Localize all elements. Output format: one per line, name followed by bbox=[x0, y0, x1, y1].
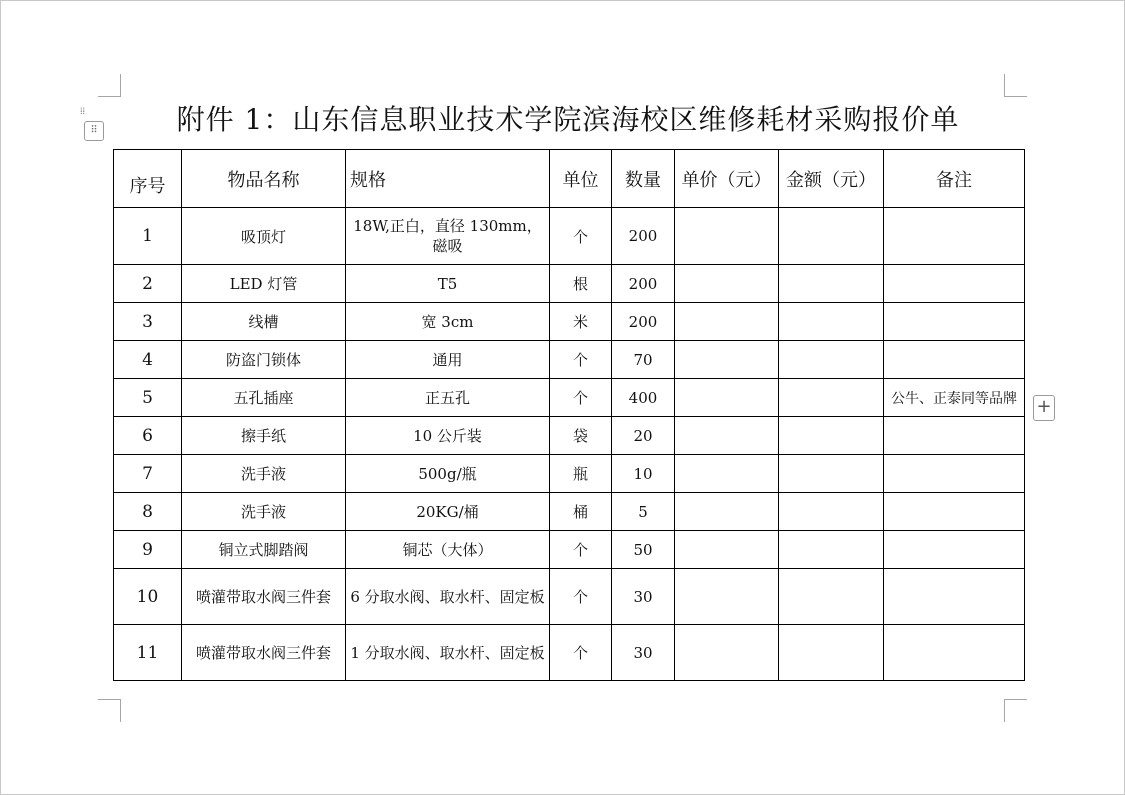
cell-seq[interactable]: 10 bbox=[114, 569, 182, 625]
header-seq[interactable]: 序号 bbox=[114, 150, 182, 208]
cell-price[interactable] bbox=[675, 303, 779, 341]
cell-amount[interactable] bbox=[779, 455, 884, 493]
add-row-button[interactable]: + bbox=[1033, 395, 1055, 421]
cell-qty[interactable]: 200 bbox=[612, 303, 675, 341]
table-row bbox=[114, 265, 1025, 303]
table-row bbox=[114, 455, 1025, 493]
cell-seq[interactable]: 6 bbox=[114, 417, 182, 455]
cell-qty[interactable]: 10 bbox=[612, 455, 675, 493]
cell-spec[interactable]: 通用 bbox=[346, 341, 550, 379]
cell-amount[interactable] bbox=[779, 303, 884, 341]
cell-unit[interactable]: 个 bbox=[550, 341, 612, 379]
cell-unit[interactable]: 根 bbox=[550, 265, 612, 303]
cell-name[interactable]: 洗手液 bbox=[182, 493, 346, 531]
cell-amount[interactable] bbox=[779, 531, 884, 569]
note-brand-text: 公牛、正泰同等品牌 bbox=[891, 390, 1017, 407]
cell-price[interactable] bbox=[675, 455, 779, 493]
cell-price[interactable] bbox=[675, 417, 779, 455]
cell-note[interactable] bbox=[884, 625, 1025, 681]
cell-name[interactable]: 喷灌带取水阀三件套 bbox=[182, 625, 346, 681]
cell-spec[interactable]: 18W,正白，直径 130mm，磁吸 bbox=[346, 208, 550, 265]
cell-spec[interactable]: 20KG/桶 bbox=[346, 493, 550, 531]
paragraph-drag-handle-icon[interactable]: ⁞⁞ bbox=[80, 107, 86, 117]
header-qty[interactable]: 数量 bbox=[612, 150, 675, 208]
cell-seq[interactable]: 8 bbox=[114, 493, 182, 531]
table-move-handle-icon[interactable]: ⠿ bbox=[84, 121, 104, 141]
cell-qty[interactable]: 5 bbox=[612, 493, 675, 531]
cell-note[interactable] bbox=[884, 265, 1025, 303]
cell-qty[interactable]: 200 bbox=[612, 208, 675, 265]
cell-seq[interactable]: 9 bbox=[114, 531, 182, 569]
cell-name[interactable]: 吸顶灯 bbox=[182, 208, 346, 265]
margin-corner-top-left bbox=[98, 74, 121, 97]
margin-corner-bottom-left bbox=[98, 699, 121, 722]
cell-amount[interactable] bbox=[779, 417, 884, 455]
cell-spec[interactable]: 正五孔 bbox=[346, 379, 550, 417]
cell-spec[interactable]: 铜芯（大体） bbox=[346, 531, 550, 569]
cell-unit[interactable]: 袋 bbox=[550, 417, 612, 455]
cell-price[interactable] bbox=[675, 625, 779, 681]
cell-amount[interactable] bbox=[779, 341, 884, 379]
cell-unit[interactable]: 个 bbox=[550, 531, 612, 569]
cell-qty[interactable]: 200 bbox=[612, 265, 675, 303]
cell-price[interactable] bbox=[675, 569, 779, 625]
cell-spec[interactable]: 500g/瓶 bbox=[346, 455, 550, 493]
cell-amount[interactable] bbox=[779, 569, 884, 625]
quote-table bbox=[113, 149, 1025, 681]
cell-seq[interactable]: 7 bbox=[114, 455, 182, 493]
header-unit[interactable]: 单位 bbox=[550, 150, 612, 208]
cell-unit[interactable]: 个 bbox=[550, 208, 612, 265]
cell-qty[interactable]: 400 bbox=[612, 379, 675, 417]
header-note[interactable]: 备注 bbox=[884, 150, 1025, 208]
cell-spec[interactable]: 10 公斤装 bbox=[346, 417, 550, 455]
cell-note[interactable] bbox=[884, 303, 1025, 341]
cell-note[interactable] bbox=[884, 531, 1025, 569]
cell-amount[interactable] bbox=[779, 493, 884, 531]
cell-amount[interactable] bbox=[779, 208, 884, 265]
cell-note[interactable] bbox=[884, 455, 1025, 493]
table-row bbox=[114, 493, 1025, 531]
cell-qty[interactable]: 30 bbox=[612, 569, 675, 625]
cell-seq[interactable]: 5 bbox=[114, 379, 182, 417]
cell-amount[interactable] bbox=[779, 625, 884, 681]
cell-unit[interactable]: 个 bbox=[550, 379, 612, 417]
table-row bbox=[114, 379, 1025, 417]
cell-unit[interactable]: 个 bbox=[550, 569, 612, 625]
cell-note[interactable] bbox=[884, 569, 1025, 625]
cell-spec[interactable]: 1 分取水阀、取水杆、固定板 bbox=[346, 625, 550, 681]
cell-qty[interactable]: 30 bbox=[612, 625, 675, 681]
cell-note[interactable] bbox=[884, 208, 1025, 265]
margin-corner-bottom-right bbox=[1004, 699, 1027, 722]
cell-name[interactable]: 五孔插座 bbox=[182, 379, 346, 417]
cell-qty[interactable]: 20 bbox=[612, 417, 675, 455]
table-row bbox=[114, 569, 1025, 625]
cell-unit[interactable]: 米 bbox=[550, 303, 612, 341]
header-spec[interactable]: 规格 bbox=[346, 150, 550, 208]
document-title: 附件 1：山东信息职业技术学院滨海校区维修耗材采购报价单 bbox=[176, 103, 960, 136]
header-price[interactable]: 单价（元） bbox=[675, 150, 779, 208]
cell-spec[interactable]: 宽 3cm bbox=[346, 303, 550, 341]
cell-amount[interactable] bbox=[779, 379, 884, 417]
margin-corner-top-right bbox=[1004, 74, 1027, 97]
cell-seq[interactable]: 4 bbox=[114, 341, 182, 379]
table-row bbox=[114, 531, 1025, 569]
cell-note[interactable] bbox=[884, 341, 1025, 379]
table-header-row bbox=[114, 150, 1025, 208]
table-row bbox=[114, 625, 1025, 681]
table-row bbox=[114, 417, 1025, 455]
cell-spec[interactable]: T5 bbox=[346, 265, 550, 303]
cell-price[interactable] bbox=[675, 531, 779, 569]
cell-qty[interactable]: 50 bbox=[612, 531, 675, 569]
cell-name[interactable]: 防盗门锁体 bbox=[182, 341, 346, 379]
cell-note[interactable] bbox=[884, 379, 1025, 417]
cell-price[interactable] bbox=[675, 208, 779, 265]
cell-seq[interactable]: 11 bbox=[114, 625, 182, 681]
cell-amount[interactable] bbox=[779, 265, 884, 303]
table-row bbox=[114, 341, 1025, 379]
cell-name[interactable]: 铜立式脚踏阀 bbox=[182, 531, 346, 569]
cell-unit[interactable]: 桶 bbox=[550, 493, 612, 531]
header-amount[interactable]: 金额（元） bbox=[779, 150, 884, 208]
cell-unit[interactable]: 个 bbox=[550, 625, 612, 681]
cell-name[interactable]: 线槽 bbox=[182, 303, 346, 341]
cell-price[interactable] bbox=[675, 341, 779, 379]
cell-price[interactable] bbox=[675, 379, 779, 417]
cell-spec[interactable]: 6 分取水阀、取水杆、固定板 bbox=[346, 569, 550, 625]
table-row bbox=[114, 208, 1025, 265]
cell-name[interactable]: 喷灌带取水阀三件套 bbox=[182, 569, 346, 625]
cell-price[interactable] bbox=[675, 493, 779, 531]
cell-note[interactable] bbox=[884, 493, 1025, 531]
header-name[interactable]: 物品名称 bbox=[182, 150, 346, 208]
cell-name[interactable]: 擦手纸 bbox=[182, 417, 346, 455]
cell-seq[interactable]: 3 bbox=[114, 303, 182, 341]
cell-qty[interactable]: 70 bbox=[612, 341, 675, 379]
cell-unit[interactable]: 瓶 bbox=[550, 455, 612, 493]
cell-seq[interactable]: 1 bbox=[114, 208, 182, 265]
cell-name[interactable]: LED 灯管 bbox=[182, 265, 346, 303]
cell-name[interactable]: 洗手液 bbox=[182, 455, 346, 493]
cell-seq[interactable]: 2 bbox=[114, 265, 182, 303]
cell-price[interactable] bbox=[675, 265, 779, 303]
cell-note[interactable] bbox=[884, 417, 1025, 455]
table-row bbox=[114, 303, 1025, 341]
